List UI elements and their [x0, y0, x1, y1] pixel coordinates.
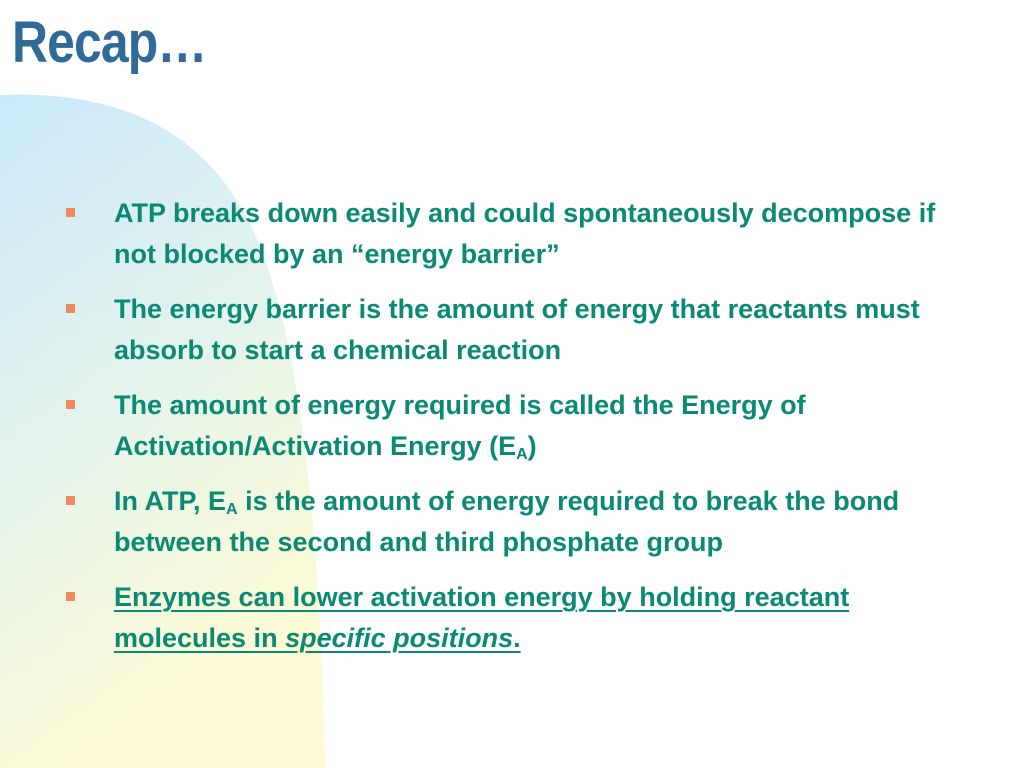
bullet-text: The energy barrier is the amount of energy that reactants must absorb to start a chemical reaction — [114, 294, 920, 365]
bullet-item — [64, 289, 964, 371]
bullet-text: In ATP, E — [114, 486, 227, 516]
bullet-text: is the amount of energy required to break the bond between the second and third phosphate group — [114, 486, 900, 557]
square-bullet-icon — [66, 496, 75, 505]
bullet-text: Enzymes can lower activation energy by holding reactant molecules in — [114, 582, 850, 653]
bullet-text: . — [513, 623, 521, 653]
emphasis-text: specific positions — [285, 623, 514, 653]
bullet-list — [64, 193, 964, 673]
bullet-item — [64, 577, 964, 659]
underlined-statement — [114, 582, 849, 653]
bullet-text: ATP breaks down easily and could spontaneously decompose if not blocked by an “energy barrier” — [114, 198, 936, 269]
bullet-item — [64, 481, 964, 563]
square-bullet-icon — [66, 400, 75, 409]
square-bullet-icon — [66, 304, 75, 313]
bullet-text: The amount of energy required is called the Energy of Activation/Activation Energy (E — [114, 390, 806, 461]
subscript: A — [516, 446, 528, 463]
subscript: A — [226, 501, 238, 518]
square-bullet-icon — [66, 592, 75, 601]
square-bullet-icon — [66, 208, 75, 217]
slide-title: Recap… — [12, 10, 207, 75]
bullet-item — [64, 193, 964, 275]
bullet-text: ) — [527, 431, 537, 461]
bullet-item — [64, 385, 964, 467]
